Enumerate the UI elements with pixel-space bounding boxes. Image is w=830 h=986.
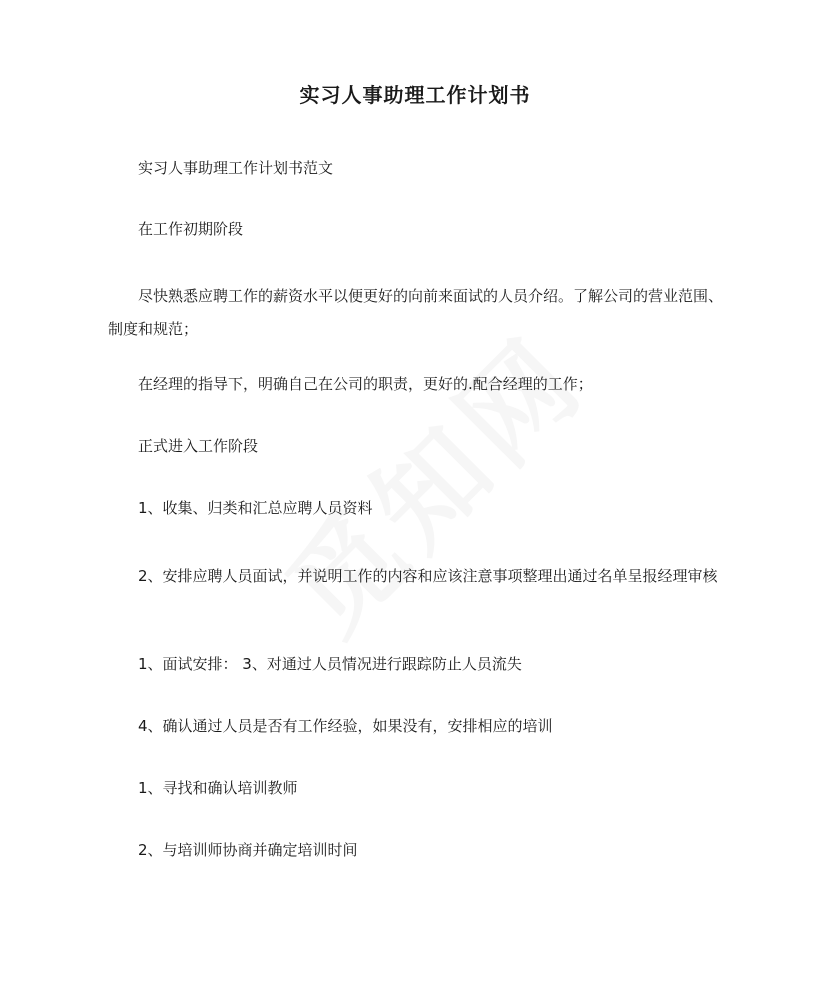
paragraph-collect-resumes: 1、收集、归类和汇总应聘人员资料 bbox=[138, 499, 373, 517]
paragraph-interview-schedule: 1、面试安排： 3、对通过人员情况进行跟踪防止人员流失 bbox=[138, 655, 522, 673]
paragraph-manager-guidance: 在经理的指导下，明确自己在公司的职责，更好的.配合经理的工作； bbox=[138, 375, 593, 393]
watermark bbox=[247, 296, 613, 662]
paragraph-confirm-experience: 4、确认通过人员是否有工作经验，如果没有，安排相应的培训 bbox=[138, 717, 553, 735]
paragraph-formal-stage: 正式进入工作阶段 bbox=[138, 437, 259, 455]
paragraph-initial-stage: 在工作初期阶段 bbox=[138, 220, 244, 238]
paragraph-arrange-interviews: 2、安排应聘人员面试，并说明工作的内容和应该注意事项整理出通过名单呈报经理审核 bbox=[138, 567, 718, 585]
paragraph-training-time: 2、与培训师协商并确定培训时间 bbox=[138, 841, 358, 859]
paragraph-subtitle: 实习人事助理工作计划书范文 bbox=[138, 159, 334, 177]
paragraph-familiarize: 尽快熟悉应聘工作的薪资水平以便更好的向前来面试的人员介绍。了解公司的营业范围、制度和规范； bbox=[108, 287, 724, 338]
paragraph-find-trainers: 1、寻找和确认培训教师 bbox=[138, 779, 298, 797]
document-title: 实习人事助理工作计划书 bbox=[299, 83, 531, 107]
